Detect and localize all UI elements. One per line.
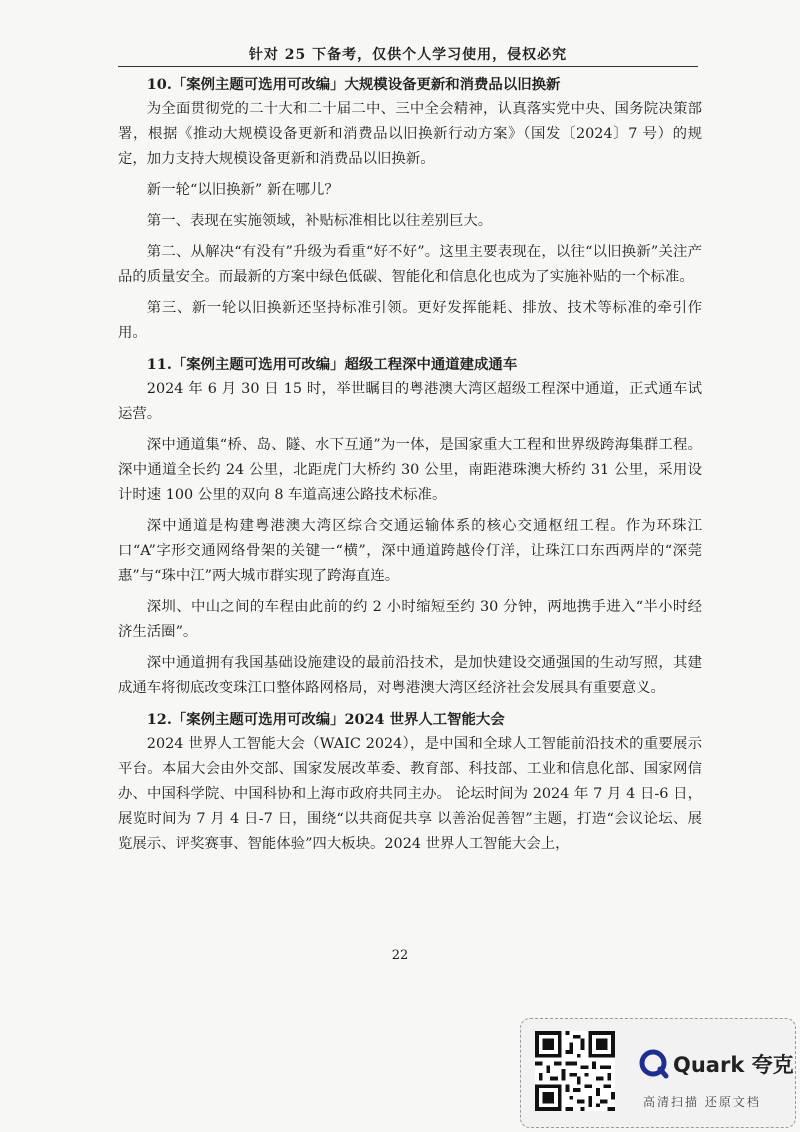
paragraph: 为全面贯彻党的二十大和二十届二中、三中全会精神，认真落实党中央、国务院决策部署，根据《推动大规模设备更新和消费品以旧换新行动方案》（国发〔2024〕7 号）的规定，加力支持大规模设备更新和消费品以旧换新。 (118, 101, 702, 167)
paragraph: 第一、表现在实施领域，补贴标准相比以往差别巨大。 (146, 213, 493, 229)
section-heading: 12.「案例主题可选用可改编」2024 世界人工智能大会 (146, 711, 505, 728)
qr-code-icon (535, 1031, 615, 1111)
quark-brand (639, 1047, 794, 1081)
paragraph: 深圳、中山之间的车程由此前的约 2 小时缩短至约 30 分钟，两地携手进入“半小时经济生活圈”。 (118, 599, 702, 640)
section-heading: 10.「案例主题可选用可改编」大规模设备更新和消费品以旧换新 (146, 76, 561, 93)
paragraph: 第二、从解决“有没有”升级为看重“好不好”。这里主要表现在，以往“以旧换新”关注产品的质量安全。而最新的方案中绿色低碳、智能化和信息化也成为了实施补贴的一个标准。 (118, 244, 702, 285)
paragraph: 深中通道是构建粤港澳大湾区综合交通运输体系的核心交通枢纽工程。作为环珠江口“A”字形交通网络骨架的关键一“横”，深中通道跨越伶仃洋，让珠江口东西两岸的“深莞惠”与“珠中江”两大城市群实现了跨海直连。 (118, 518, 702, 584)
paragraph: 深中通道拥有我国基础设施建设的最前沿技术，是加快建设交通强国的生动写照，其建成通车将彻底改变珠江口整体路网格局，对粤港澳大湾区经济社会发展具有重要意义。 (118, 655, 702, 696)
paragraph: 新一轮“以旧换新” 新在哪儿？ (146, 182, 339, 198)
running-header: 针对 25 下备考，仅供个人学习使用，侵权必究 (248, 47, 568, 63)
paragraph: 2024 世界人工智能大会（WAIC 2024），是中国和全球人工智能前沿技术的重要展示平台。本届大会由外交部、国家发展改革委、教育部、科技部、工业和信息化部、国家网信办、中国科学院、中国科协和上海市政府共同主办。 论坛时间为 2024 年 7 月 4 日-6 日，展览时间为 7 月 4 日-7 日，围绕“以共商促共享 以善治促善智”主题，打造“会议论坛、展览展示、评奖赛事、智能体验”四大板块。2024 世界人工智能大会上， (118, 736, 702, 852)
section-heading: 11.「案例主题可选用可改编」超级工程深中通道建成通车 (146, 356, 518, 373)
quark-tagline: 高清扫描 还原文档 (643, 1095, 761, 1109)
quark-watermark-badge (520, 1018, 796, 1128)
quark-brand-text: Quark 夸克 (673, 1053, 794, 1077)
header-rule (118, 66, 698, 67)
paragraph: 2024 年 6 月 30 日 15 时，举世瞩目的粤港澳大湾区超级工程深中通道，正式通车试运营。 (118, 381, 702, 422)
page-content (118, 72, 702, 857)
page-number: 22 (391, 948, 409, 963)
paragraph: 深中通道集“桥、岛、隧、水下互通”为一体，是国家重大工程和世界级跨海集群工程。深中通道全长约 24 公里，北距虎门大桥约 30 公里，南距港珠澳大桥约 31 公里，采用设计时速 100 公里的双向 8 车道高速公路技术标准。 (118, 437, 702, 503)
paragraph: 第三、新一轮以旧换新还坚持标准引领。更好发挥能耗、排放、技术等标准的牵引作用。 (118, 300, 702, 341)
quark-logo-icon (639, 1049, 669, 1079)
